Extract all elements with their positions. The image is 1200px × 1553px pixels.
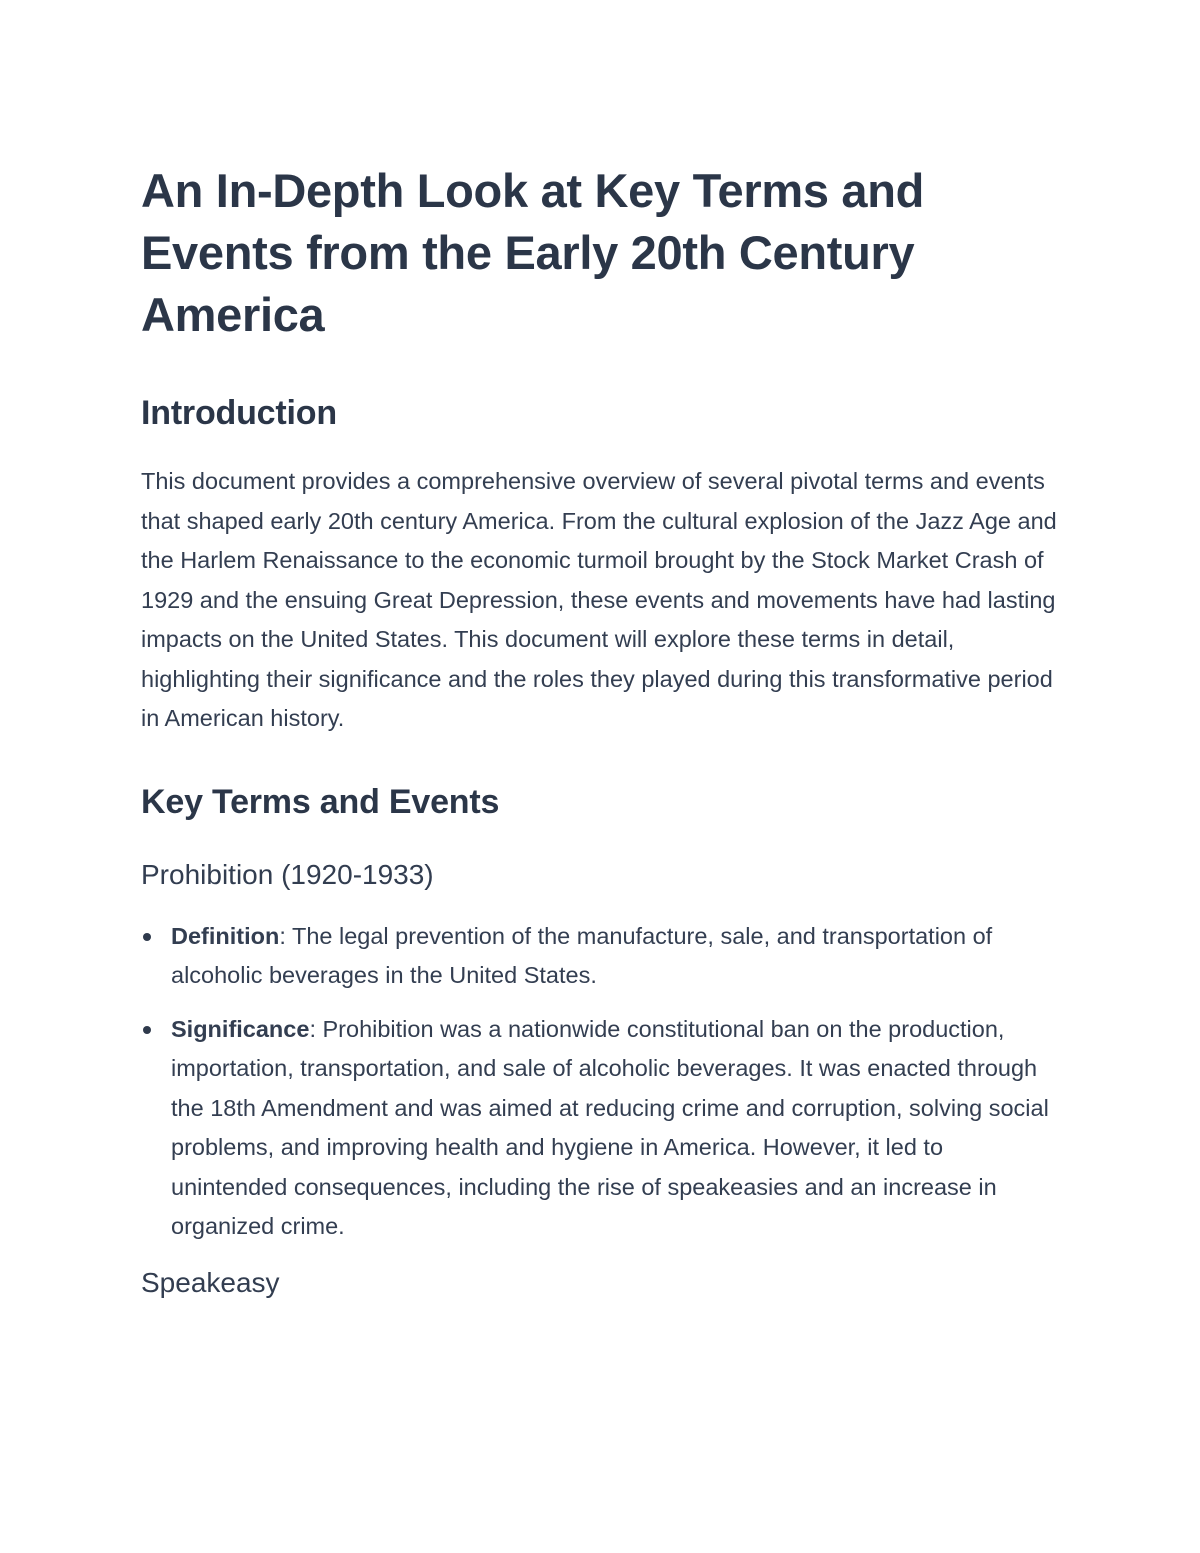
introduction-paragraph: This document provides a comprehensive overview of several pivotal terms and events that shaped early 20th century America. From the cultural explosion of the Jazz Age and the Harlem Renaissance to the economic turmoil brought by the Stock Market Crash of 1929 and the ensuing Great Depression, these events and movements have had lasting impacts on the United States. This document will explore these terms in detail, highlighting their significance and the roles they played during this transformative period in American history.: [141, 468, 1057, 731]
definition-text: : The legal prevention of the manufacture, sale, and transportation of alcoholic beverages in the United States.: [171, 922, 993, 988]
speakeasy-heading: Speakeasy: [141, 1266, 280, 1298]
list-item-definition: [141, 917, 1061, 996]
bullet-icon: [143, 1026, 151, 1034]
significance-label: Significance: [171, 1015, 310, 1042]
document-page: [141, 160, 1061, 1303]
significance-text: : Prohibition was a nationwide constitutional ban on the production, importation, transportation, and sale of alcoholic beverages. It was enacted through the 18th Amendment and was aimed at reducing crime and corruption, solving social problems, and improving health and hygiene in America. However, it led to unintended consequences, including the rise of speakeasies and an increase in organized crime.: [171, 1015, 1049, 1239]
prohibition-list: [141, 917, 1061, 1247]
prohibition-heading: Prohibition (1920-1933): [141, 858, 434, 890]
key-terms-heading: Key Terms and Events: [141, 782, 500, 821]
list-item-significance: [141, 1010, 1061, 1247]
bullet-icon: [143, 933, 151, 941]
document-title: An In-Depth Look at Key Terms and Events from the Early 20th Century America: [141, 164, 925, 341]
definition-label: Definition: [171, 922, 280, 949]
introduction-heading: Introduction: [141, 394, 337, 432]
